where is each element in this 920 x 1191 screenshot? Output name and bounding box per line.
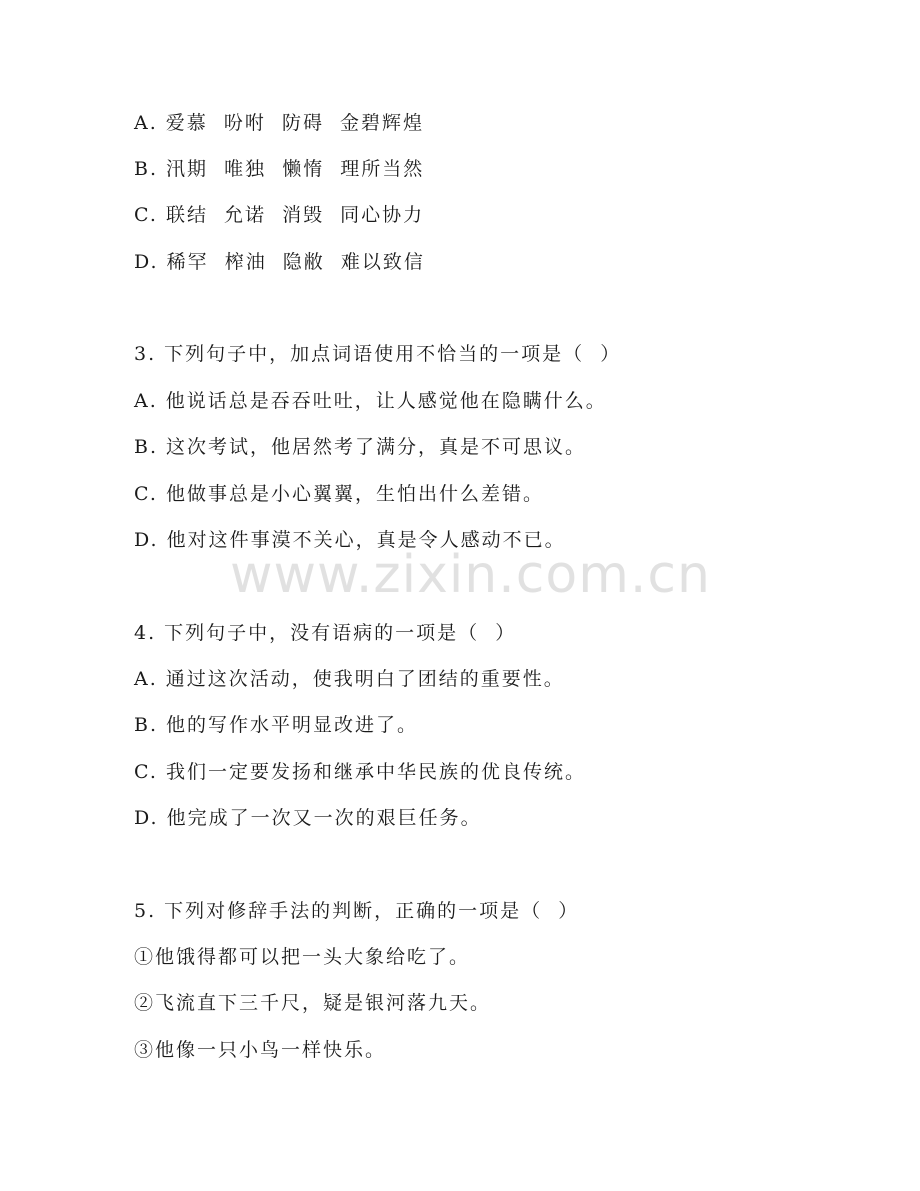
q4-option-b: B. 他的写作水平明显改进了。 xyxy=(134,714,419,736)
q5-sentence-1: ①他饿得都可以把一头大象给吃了。 xyxy=(134,946,471,968)
q4-option-a: A. 通过这次活动，使我明白了团结的重要性。 xyxy=(134,668,565,690)
q5-sentence-3: ③他像一只小鸟一样快乐。 xyxy=(134,1039,387,1061)
q4-stem: 4. 下列句子中，没有语病的一项是（ ） xyxy=(134,622,517,644)
q5-stem: 5. 下列对修辞手法的判断，正确的一项是（ ） xyxy=(134,900,580,922)
watermark: www.zixin.com.cn xyxy=(230,545,711,605)
q4-option-c: C. 我们一定要发扬和继承中华民族的优良传统。 xyxy=(134,761,586,783)
q3-option-c: C. 他做事总是小心翼翼，生怕出什么差错。 xyxy=(134,483,544,505)
q4-option-d: D. 他完成了一次又一次的艰巨任务。 xyxy=(134,807,482,829)
q2-option-c: C. 联结 允诺 消毁 同心协力 xyxy=(134,204,425,226)
q3-option-d: D. 他对这件事漠不关心，真是令人感动不已。 xyxy=(134,529,566,551)
q2-option-a: A. 爱慕 吩咐 防碍 金碧辉煌 xyxy=(134,112,425,134)
q3-option-b: B. 这次考试，他居然考了满分，真是不可思议。 xyxy=(134,436,587,458)
q3-option-a: A. 他说话总是吞吞吐吐，让人感觉他在隐瞒什么。 xyxy=(134,390,607,412)
q3-stem: 3. 下列句子中，加点词语使用不恰当的一项是（ ） xyxy=(134,343,622,365)
q5-sentence-2: ②飞流直下三千尺，疑是银河落九天。 xyxy=(134,992,492,1014)
q2-option-d: D. 稀罕 榨油 隐敝 难以致信 xyxy=(134,251,425,273)
q2-option-b: B. 汛期 唯独 懒惰 理所当然 xyxy=(134,158,425,180)
